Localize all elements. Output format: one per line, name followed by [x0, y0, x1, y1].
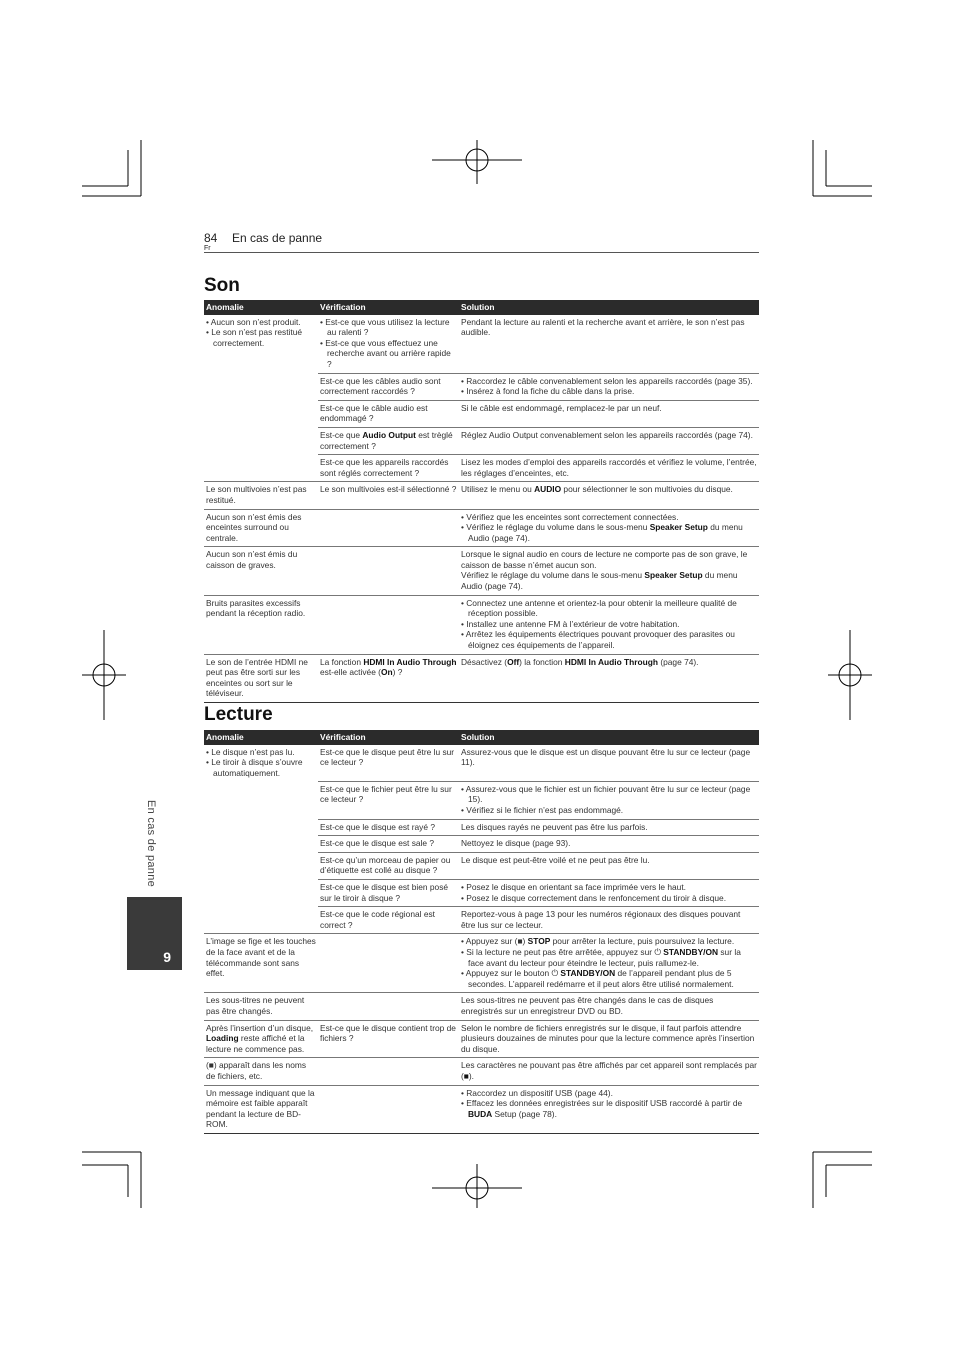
page-number: 84 [204, 231, 218, 245]
anomalie-cell: Aucun son n’est émis des enceintes surround ou centrale. [204, 509, 318, 547]
table-row [204, 1058, 759, 1085]
table-row [204, 852, 759, 879]
solution-cell: • Vérifiez que les enceintes sont correctement connectées. • Vérifiez le réglage du volume dans le sous-menu Speaker Setup du menu Audio (page 74). [459, 509, 759, 547]
anomalie-cell [204, 880, 318, 907]
verification-cell: Est-ce que le disque contient trop de fichiers ? [318, 1020, 459, 1058]
table-row [204, 315, 759, 373]
verification-cell: Est-ce qu’un morceau de papier ou d’étiquette est collé au disque ? [318, 852, 459, 879]
solution-cell: • Assurez-vous que le fichier est un fichier pouvant être lu sur ce lecteur (page 15). • Vérifiez si le fichier n’est pas endommagé. [459, 781, 759, 819]
column-header-anomalie: Anomalie [204, 730, 318, 745]
anomalie-cell: Le son multivoies n’est pas restitué. [204, 482, 318, 509]
son-troubleshooting-table [204, 300, 759, 703]
table-row [204, 482, 759, 509]
verification-cell [318, 934, 459, 993]
solution-cell: Lisez les modes d’emploi des appareils raccordés et vérifiez le volume, l’entrée, les réglages d’enceintes, etc. [459, 455, 759, 482]
anomalie-cell: Aucun son n’est émis du caisson de graves. [204, 547, 318, 595]
chapter-number: 9 [163, 949, 171, 965]
table-row [204, 1020, 759, 1058]
solution-cell: Si le câble est endommagé, remplacez-le par un neuf. [459, 400, 759, 427]
verification-cell [318, 1085, 459, 1133]
chapter-tab-label: En cas de panne [145, 800, 157, 888]
solution-cell: Les caractères ne pouvant pas être affichés par cet appareil sont remplacés par (■). [459, 1058, 759, 1085]
table-row [204, 781, 759, 819]
solution-cell: • Appuyez sur (■) STOP pour arrêter la lecture, puis poursuivez la lecture. • Si la lecture ne peut pas être arrêtée, appuyez sur ⏻ STANDBY/ON sur la face avant du lecteur pour éteindre le lecteur, puis rallumez-le. • Appuyez sur le bouton ⏻ STANDBY/ON de l’appareil pendant plus de 5 secondes. L’appareil redémarre et il peut alors être utilisé normalement. [459, 934, 759, 993]
anomalie-cell: Après l’insertion d’un disque, Loading reste affiché et la lecture ne commence pas. [204, 1020, 318, 1058]
verification-cell: Est-ce que le code régional est correct ? [318, 907, 459, 934]
verification-cell: La fonction HDMI In Audio Through est-elle activée (On) ? [318, 654, 459, 702]
anomalie-cell: Bruits parasites excessifs pendant la réception radio. [204, 595, 318, 654]
anomalie-cell [204, 373, 318, 400]
table-row [204, 400, 759, 427]
table-row [204, 880, 759, 907]
anomalie-cell [204, 852, 318, 879]
solution-cell: Désactivez (Off) la fonction HDMI In Audio Through (page 74). [459, 654, 759, 702]
table-row [204, 934, 759, 993]
page-language: Fr [204, 245, 211, 252]
verification-cell: • Est-ce que vous utilisez la lecture au ralenti ? • Est-ce que vous effectuez une recherche avant ou arrière rapide ? [318, 315, 459, 373]
table-row [204, 373, 759, 400]
verification-cell [318, 595, 459, 654]
table-row [204, 1085, 759, 1133]
anomalie-cell: • Aucun son n’est produit. • Le son n’est pas restitué correctement. [206, 316, 303, 348]
table-row [204, 993, 759, 1020]
verification-cell: Est-ce que le câble audio est endommagé ? [318, 400, 459, 427]
anomalie-cell [204, 781, 318, 819]
solution-cell: • Raccordez un dispositif USB (page 44). • Effacez les données enregistrées sur le dispositif USB raccordé à partir de BUDA Setup (page 78). [459, 1085, 759, 1133]
anomalie-cell: Le son de l’entrée HDMI ne peut pas être sorti sur les enceintes ou sort sur le téléviseur. [204, 654, 318, 702]
solution-cell: Assurez-vous que le disque est un disque pouvant être lu sur ce lecteur (page 11). [459, 745, 759, 782]
solution-cell: Selon le nombre de fichiers enregistrés sur le disque, il faut parfois attendre plusieurs douzaines de minutes pour que la lecture commence après l’insertion du disque. [459, 1020, 759, 1058]
lecture-troubleshooting-table [204, 730, 759, 1134]
anomalie-cell: • Le disque n’est pas lu. • Le tiroir à disque s’ouvre automatiquement. [206, 746, 303, 778]
solution-cell: Réglez Audio Output convenablement selon les appareils raccordés (page 74). [459, 427, 759, 454]
anomalie-cell [204, 836, 318, 853]
solution-cell: Les disques rayés ne peuvent pas être lus parfois. [459, 819, 759, 836]
solution-cell: • Raccordez le câble convenablement selon les appareils raccordés (page 35). • Insérez à fond la fiche du câble dans la prise. [459, 373, 759, 400]
lecture-section-title: Lecture [204, 704, 273, 725]
table-row [204, 907, 759, 934]
verification-cell: Est-ce que les appareils raccordés sont réglés correctement ? [318, 455, 459, 482]
column-header-verification: Vérification [318, 730, 459, 745]
solution-cell: Pendant la lecture au ralenti et la recherche avant et arrière, le son n’est pas audible. [459, 315, 759, 373]
anomalie-cell [204, 455, 318, 482]
verification-cell: Est-ce que le disque est bien posé sur le tiroir à disque ? [318, 880, 459, 907]
table-row [204, 819, 759, 836]
anomalie-cell: L’image se fige et les touches de la face avant et de la télécommande sont sans effet. [204, 934, 318, 993]
verification-cell [318, 993, 459, 1020]
anomalie-cell: Un message indiquant que la mémoire est faible apparaît pendant la lecture de BD-ROM. [204, 1085, 318, 1133]
verification-cell [318, 509, 459, 547]
verification-cell: Le son multivoies est-il sélectionné ? [318, 482, 459, 509]
column-header-solution: Solution [459, 730, 759, 745]
table-row [204, 427, 759, 454]
table-row [204, 595, 759, 654]
anomalie-cell [204, 400, 318, 427]
son-section-title: Son [204, 275, 240, 296]
table-row [204, 745, 759, 782]
table-header-row [204, 300, 759, 315]
table-row [204, 455, 759, 482]
column-header-solution: Solution [459, 300, 759, 315]
solution-cell: Lorsque le signal audio en cours de lecture ne comporte pas de son grave, le caisson de basse n’émet aucun son. Vérifiez le réglage du volume dans le sous-menu Speaker Setup du menu Audio (page 74). [459, 547, 759, 595]
table-row [204, 509, 759, 547]
verification-cell: Est-ce que le disque peut être lu sur ce lecteur ? [318, 745, 459, 782]
solution-cell: • Posez le disque en orientant sa face imprimée vers le haut. • Posez le disque correctement dans le renfoncement du tiroir à disque. [459, 880, 759, 907]
solution-cell: Le disque est peut-être voilé et ne peut pas être lu. [459, 852, 759, 879]
solution-cell: Nettoyez le disque (page 93). [459, 836, 759, 853]
table-row [204, 836, 759, 853]
anomalie-cell [204, 907, 318, 934]
verification-cell: Est-ce que le disque est rayé ? [318, 819, 459, 836]
verification-cell [318, 1058, 459, 1085]
solution-cell: Utilisez le menu ou AUDIO pour sélectionner le son multivoies du disque. [459, 482, 759, 509]
header-section-title: En cas de panne [232, 231, 323, 245]
verification-cell [318, 547, 459, 595]
solution-cell: • Connectez une antenne et orientez-la pour obtenir la meilleure qualité de réception possible. • Installez une antenne FM à l’extérieur de votre habitation. • Arrêtez les équipements électriques pouvant provoquer des parasites ou éloignez ces équipements de l’appareil. [459, 595, 759, 654]
chapter-tab [127, 897, 182, 970]
verification-cell: Est-ce que Audio Output est trèglé correctement ? [318, 427, 459, 454]
solution-cell: Reportez-vous à page 13 pour les numéros régionaux des disques pouvant être lus sur ce lecteur. [459, 907, 759, 934]
anomalie-cell [204, 427, 318, 454]
column-header-verification: Vérification [318, 300, 459, 315]
anomalie-cell [204, 819, 318, 836]
verification-cell: Est-ce que le fichier peut être lu sur ce lecteur ? [318, 781, 459, 819]
anomalie-cell: (■) apparaît dans les noms de fichiers, etc. [204, 1058, 318, 1085]
page-header [204, 228, 759, 253]
verification-cell: Est-ce que le disque est sale ? [318, 836, 459, 853]
table-row [204, 654, 759, 702]
verification-cell: Est-ce que les câbles audio sont correctement raccordés ? [318, 373, 459, 400]
table-row [204, 547, 759, 595]
column-header-anomalie: Anomalie [204, 300, 318, 315]
solution-cell: Les sous-titres ne peuvent pas être changés dans le cas de disques enregistrés sur un enregistreur DVD ou BD. [459, 993, 759, 1020]
table-header-row [204, 730, 759, 745]
anomalie-cell: Les sous-titres ne peuvent pas être changés. [204, 993, 318, 1020]
